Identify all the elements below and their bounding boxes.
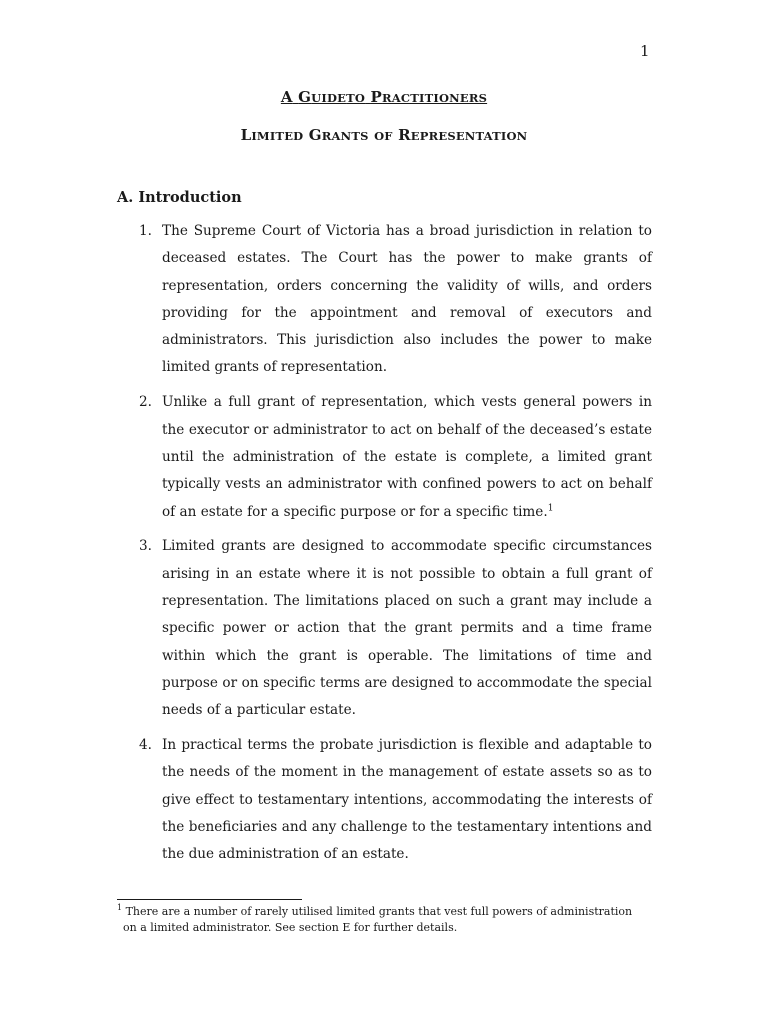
title-1-letter-p: P [370, 88, 383, 106]
title-1-letter-a: A [280, 88, 293, 106]
title-1-word-practitioners: RACTITIONERS [382, 91, 488, 105]
title-1-letter-g: G [298, 88, 312, 106]
title-2-letter-g: G [308, 126, 322, 144]
footnote-divider [117, 899, 302, 900]
document-subtitle [0, 126, 768, 144]
item-number: 4. [139, 737, 152, 754]
page-number: 1 [640, 42, 650, 60]
footnote-text-1: There are a number of rarely utilised limited grants that vest full powers of administration [125, 905, 633, 918]
title-2-word-grants: RANTS [321, 129, 369, 143]
list-item [117, 732, 652, 868]
list-item [117, 389, 652, 525]
title-2-word-limited: IMITED [251, 129, 304, 143]
title-2-word-representation: EPRESENTATION [410, 129, 528, 143]
item-text: The Supreme Court of Victoria has a broad jurisdiction in relation to deceased estates. The Court has the power to make grants of representation, orders concerning the validity of wills, and orders providing for the appointment and removal of executors and administrators. This jurisdiction also includes the power to make limited grants of representation. [162, 223, 652, 376]
item-text: Unlike a full grant of representation, which vests general powers in the executor or administrator to act on behalf of the deceased’s estate until the administration of the estate is complete, a limited grant typically vests an administrator with confined powers to act on behalf of an estate for a specific purpose or for a specific time. [162, 394, 652, 520]
title-2-letter-l: L [240, 126, 252, 144]
footnote-line-2: on a limited administrator. See section E for further details. [123, 920, 458, 934]
item-number: 2. [139, 394, 152, 411]
list-item [117, 533, 652, 724]
item-text: Limited grants are designed to accommodate specific circumstances arising in an estate where it is not possible to obtain a full grant of representation. The limitations placed on such a grant may include a specific power or action that the grant permits and a time frame within which the grant is operable. The limitations of time and purpose or on specific terms are designed to accommodate the special needs of a particular estate. [162, 538, 652, 719]
footnote-line-1 [117, 904, 652, 920]
footnote [117, 904, 652, 935]
title-2-word-of: OF [374, 129, 393, 143]
footnote-reference[interactable]: 1 [547, 503, 554, 514]
item-number: 1. [139, 223, 152, 239]
item-number: 3. [139, 538, 152, 555]
list-item [117, 218, 652, 382]
document-title [0, 88, 768, 106]
numbered-list [117, 218, 652, 876]
title-2-letter-r: R [398, 126, 411, 144]
item-text: In practical terms the probate jurisdiction is flexible and adaptable to the needs of the moment in the management of estate assets so as to give effect to testamentary intentions, accommodating the interests of the beneficiaries and any challenge to the testamentary intentions and the due administration of an estate. [162, 737, 652, 863]
title-1-word-guide: UIDE [311, 91, 347, 105]
footnote-mark: 1 [117, 903, 123, 912]
section-heading: A. Introduction [117, 189, 242, 206]
title-1-word-to: TO [346, 91, 366, 105]
